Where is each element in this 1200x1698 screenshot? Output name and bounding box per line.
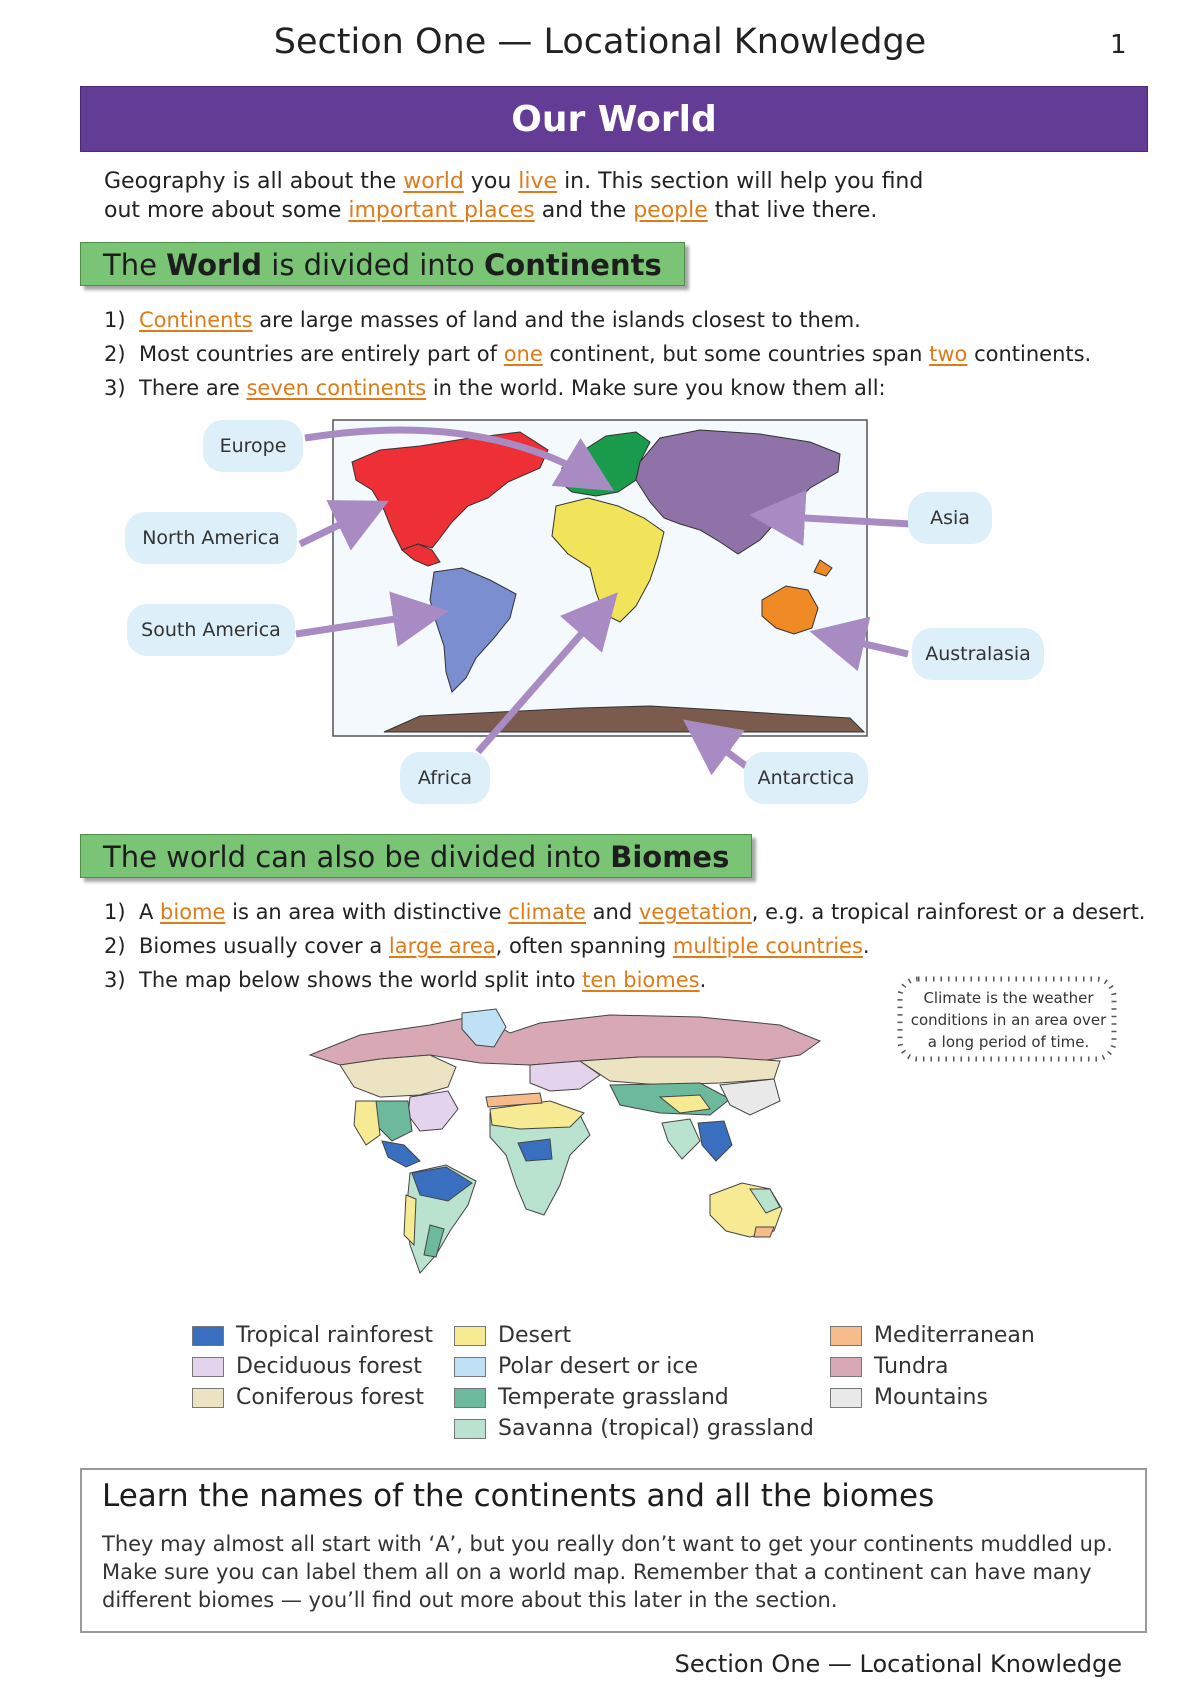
list-item bbox=[104, 929, 1164, 963]
biome-tundra bbox=[310, 1015, 820, 1065]
legend-item bbox=[454, 1413, 814, 1444]
label-antarctica: Antarctica bbox=[744, 752, 868, 804]
legend-item bbox=[830, 1382, 1035, 1413]
legend-column-1 bbox=[192, 1320, 433, 1413]
list-text: Biomes usually cover a bbox=[139, 934, 389, 958]
label-africa: Africa bbox=[400, 752, 490, 804]
legend-swatch bbox=[454, 1419, 486, 1439]
keyword: biome bbox=[160, 900, 226, 924]
list-item bbox=[104, 895, 1164, 929]
biome-rainforest-sea bbox=[698, 1121, 732, 1161]
keyword: seven continents bbox=[246, 376, 427, 400]
legend-swatch bbox=[192, 1357, 224, 1377]
page-number: 1 bbox=[1110, 30, 1127, 60]
legend-label: Savanna (tropical) grassland bbox=[498, 1416, 814, 1441]
list-item bbox=[104, 303, 1164, 337]
biome-desert-sa bbox=[404, 1195, 416, 1245]
legend-swatch bbox=[192, 1388, 224, 1408]
list-text: There are bbox=[139, 376, 247, 400]
list-text: Most countries are entirely part of bbox=[139, 342, 504, 366]
keyword: two bbox=[929, 342, 968, 366]
biome-rainforest-ca bbox=[382, 1141, 420, 1167]
keyword: climate bbox=[508, 900, 586, 924]
intro-text: Geography is all about the bbox=[104, 169, 404, 194]
page-header-title: Section One — Locational Knowledge bbox=[273, 22, 927, 62]
list-text: . bbox=[862, 934, 870, 958]
legend-swatch bbox=[454, 1388, 486, 1408]
page-title-banner: Our World bbox=[80, 86, 1148, 152]
legend-swatch bbox=[454, 1357, 486, 1377]
keyword: vegetation bbox=[638, 900, 752, 924]
label-europe: Europe bbox=[203, 420, 303, 472]
arrow-antarctica bbox=[700, 732, 746, 766]
label-asia: Asia bbox=[908, 492, 992, 544]
summary-title: Learn the names of the continents and all the biomes bbox=[102, 1478, 935, 1514]
heading-text: The bbox=[103, 248, 167, 282]
legend-item bbox=[454, 1351, 814, 1382]
biomes-section-heading bbox=[80, 834, 752, 878]
continents-facts-list bbox=[104, 303, 1164, 405]
biome-mediterranean-australia bbox=[754, 1227, 774, 1237]
heading-text: The world can also be divided into bbox=[103, 840, 611, 874]
legend-item bbox=[830, 1351, 1035, 1382]
keyword: Continents bbox=[139, 308, 253, 332]
list-text: , often spanning bbox=[495, 934, 673, 958]
list-item bbox=[104, 337, 1164, 371]
heading-text: is divided into bbox=[262, 248, 484, 282]
legend-label: Temperate grassland bbox=[498, 1385, 729, 1410]
summary-line: Make sure you can label them all on a world map. Remember that a continent can have many bbox=[102, 1560, 1092, 1584]
list-item bbox=[104, 371, 1164, 405]
list-number: 3) bbox=[104, 376, 126, 400]
legend-column-3 bbox=[830, 1320, 1035, 1413]
legend-item bbox=[454, 1320, 814, 1351]
list-text: The map below shows the world split into bbox=[139, 968, 583, 992]
climate-note-line: a long period of time. bbox=[927, 1033, 1090, 1051]
summary-line: They may almost all start with ‘A’, but you really don’t want to get your continents muddled up. bbox=[102, 1532, 1113, 1556]
list-text: , e.g. a tropical rainforest or a desert. bbox=[751, 900, 1146, 924]
keyword: ten biomes bbox=[582, 968, 700, 992]
intro-text: you bbox=[463, 169, 519, 194]
heading-bold-text: World bbox=[166, 248, 263, 282]
legend-label: Mountains bbox=[874, 1385, 988, 1410]
heading-bold-text: Continents bbox=[483, 248, 662, 282]
keyword-people: people bbox=[633, 198, 708, 223]
list-text: is an area with distinctive bbox=[225, 900, 509, 924]
biome-grassland-na bbox=[376, 1101, 412, 1141]
intro-text: in. This section will help you find bbox=[557, 169, 924, 194]
legend-swatch bbox=[454, 1326, 486, 1346]
biome-coniferous-asia bbox=[580, 1057, 780, 1085]
legend-label: Desert bbox=[498, 1323, 572, 1348]
keyword: multiple countries bbox=[672, 934, 863, 958]
continents-section-heading bbox=[80, 242, 685, 286]
list-number: 3) bbox=[104, 968, 126, 992]
label-south-america: South America bbox=[127, 604, 295, 656]
climate-note-text bbox=[906, 987, 1111, 1053]
keyword: one bbox=[503, 342, 543, 366]
biome-desert-na bbox=[354, 1101, 380, 1145]
keyword-world: world bbox=[403, 169, 464, 194]
biome-savanna-india bbox=[662, 1119, 700, 1159]
list-number: 2) bbox=[104, 342, 126, 366]
intro-text: and the bbox=[534, 198, 634, 223]
legend-label: Tundra bbox=[874, 1354, 949, 1379]
list-text: continent, but some countries span bbox=[542, 342, 930, 366]
climate-note-line: Climate is the weather bbox=[923, 989, 1094, 1007]
climate-note-line: conditions in an area over bbox=[910, 1011, 1107, 1029]
legend-swatch bbox=[830, 1388, 862, 1408]
label-north-america: North America bbox=[125, 512, 297, 564]
list-text: continents. bbox=[967, 342, 1092, 366]
legend-label: Mediterranean bbox=[874, 1323, 1035, 1348]
legend-item bbox=[192, 1351, 433, 1382]
biomes-map bbox=[280, 1005, 920, 1305]
legend-swatch bbox=[192, 1326, 224, 1346]
legend-item bbox=[192, 1320, 433, 1351]
list-number: 1) bbox=[104, 900, 126, 924]
list-number: 2) bbox=[104, 934, 126, 958]
keyword-live: live bbox=[518, 169, 558, 194]
list-text: in the world. Make sure you know them all: bbox=[426, 376, 886, 400]
biome-deciduous-na bbox=[408, 1091, 458, 1131]
legend-label: Coniferous forest bbox=[236, 1385, 424, 1410]
list-text: A bbox=[139, 900, 161, 924]
legend-swatch bbox=[830, 1357, 862, 1377]
legend-item bbox=[454, 1382, 814, 1413]
page-footer: Section One — Locational Knowledge bbox=[674, 1650, 1122, 1678]
intro-text: that live there. bbox=[707, 198, 878, 223]
legend-item bbox=[830, 1320, 1035, 1351]
legend-column-2 bbox=[454, 1320, 814, 1444]
legend-label: Deciduous forest bbox=[236, 1354, 422, 1379]
summary-body bbox=[102, 1530, 1122, 1614]
list-text: are large masses of land and the islands closest to them. bbox=[252, 308, 861, 332]
legend-swatch bbox=[830, 1326, 862, 1346]
list-number: 1) bbox=[104, 308, 126, 332]
list-text: and bbox=[585, 900, 639, 924]
intro-paragraph bbox=[104, 167, 964, 225]
legend-label: Tropical rainforest bbox=[236, 1323, 433, 1348]
legend-item bbox=[192, 1382, 433, 1413]
heading-bold-text: Biomes bbox=[610, 840, 730, 874]
legend-label: Polar desert or ice bbox=[498, 1354, 698, 1379]
label-australasia: Australasia bbox=[912, 628, 1044, 680]
list-text: . bbox=[699, 968, 707, 992]
summary-line: different biomes — you’ll find out more about this later in the section. bbox=[102, 1588, 838, 1612]
keyword: large area bbox=[388, 934, 496, 958]
biome-mountains-asia bbox=[720, 1079, 780, 1115]
keyword-important-places: important places bbox=[348, 198, 535, 223]
intro-text: out more about some bbox=[104, 198, 349, 223]
